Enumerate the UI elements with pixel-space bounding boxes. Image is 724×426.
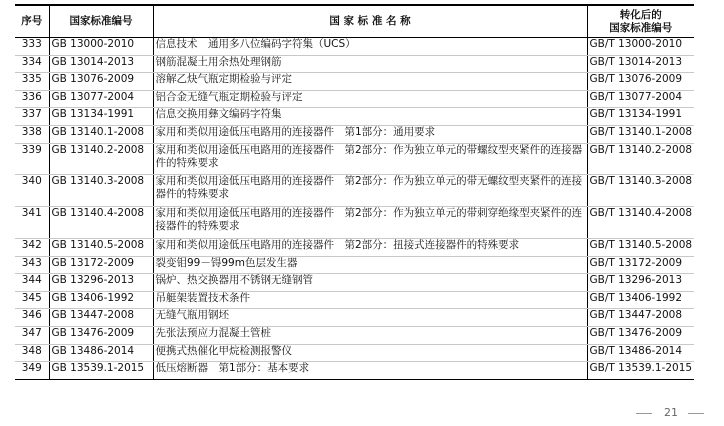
converted-code-cell: GB/T 13447-2008 [587,309,694,327]
converted-code-cell: GB/T 13486-2014 [587,344,694,362]
standard-name-cell: 铝合金无缝气瓶定期检验与评定 [153,90,587,108]
standard-code-cell: GB 13140.5-2008 [49,238,153,256]
standard-code-cell: GB 13000-2010 [49,38,153,56]
table-row [15,73,694,91]
standard-code-cell: GB 13172-2009 [49,256,153,274]
converted-code-cell: GB/T 13296-2013 [587,274,694,292]
standard-code-cell: GB 13140.2-2008 [49,143,153,175]
serial-no-cell: 339 [15,143,49,175]
standard-code-cell: GB 13140.3-2008 [49,175,153,207]
converted-code-cell: GB/T 13140.4-2008 [587,207,694,239]
serial-no-cell: 343 [15,256,49,274]
table-row [15,175,694,207]
standard-name-cell: 信息技术 通用多八位编码字符集（UCS） [153,38,587,56]
standard-code-cell: GB 13014-2013 [49,55,153,73]
serial-no-cell: 342 [15,238,49,256]
standard-name-cell: 无缝气瓶用钢坯 [153,309,587,327]
serial-no-cell: 340 [15,175,49,207]
table-row [15,344,694,362]
table-row [15,362,694,380]
header-standard-code: 国家标准编号 [49,5,153,38]
table-row [15,125,694,143]
header-converted-code [587,5,694,38]
standard-code-cell: GB 13539.1-2015 [49,362,153,380]
converted-code-cell: GB/T 13140.5-2008 [587,238,694,256]
standard-code-cell: GB 13140.1-2008 [49,125,153,143]
standard-name-cell: 家用和类似用途低压电路用的连接器件 第2部分：扭接式连接器件的特殊要求 [153,238,587,256]
table-row [15,108,694,126]
table-row [15,326,694,344]
standard-name-cell: 家用和类似用途低压电路用的连接器件 第2部分：作为独立单元的带螺纹型夹紧件的连接器件的特殊要求 [153,143,587,175]
converted-code-cell: GB/T 13140.1-2008 [587,125,694,143]
header-converted-line2: 国家标准编号 [609,21,673,34]
serial-no-cell: 336 [15,90,49,108]
standard-name-cell: 便携式热催化甲烷检测报警仪 [153,344,587,362]
serial-no-cell: 341 [15,207,49,239]
serial-no-cell: 333 [15,38,49,56]
standard-name-cell: 家用和类似用途低压电路用的连接器件 第2部分：作为独立单元的带刺穿绝缘型夹紧件的连接器件的特殊要求 [153,207,587,239]
standards-table [15,4,694,380]
table-row [15,38,694,56]
table-row [15,143,694,175]
standard-name-cell: 先张法预应力混凝土管桩 [153,326,587,344]
converted-code-cell: GB/T 13134-1991 [587,108,694,126]
converted-code-cell: GB/T 13539.1-2015 [587,362,694,380]
standard-name-cell: 家用和类似用途低压电路用的连接器件 第1部分：通用要求 [153,125,587,143]
standard-name-cell: 裂变钼99－锝99m色层发生器 [153,256,587,274]
footer-rule-right [688,413,704,414]
standard-name-cell: 溶解乙炔气瓶定期检验与评定 [153,73,587,91]
standard-name-cell: 家用和类似用途低压电路用的连接器件 第2部分：作为独立单元的带无螺纹型夹紧件的连接器件的特殊要求 [153,175,587,207]
table-row [15,291,694,309]
converted-code-cell: GB/T 13476-2009 [587,326,694,344]
serial-no-cell: 348 [15,344,49,362]
footer-rule-left [636,413,652,414]
serial-no-cell: 337 [15,108,49,126]
converted-code-cell: GB/T 13000-2010 [587,38,694,56]
serial-no-cell: 345 [15,291,49,309]
serial-no-cell: 335 [15,73,49,91]
standard-code-cell: GB 13476-2009 [49,326,153,344]
converted-code-cell: GB/T 13076-2009 [587,73,694,91]
standard-name-cell: 低压熔断器 第1部分：基本要求 [153,362,587,380]
table-row [15,309,694,327]
table-row [15,256,694,274]
standard-name-cell: 信息交换用彝文编码字符集 [153,108,587,126]
standard-code-cell: GB 13486-2014 [49,344,153,362]
standard-code-cell: GB 13296-2013 [49,274,153,292]
table-row [15,90,694,108]
page-number: 21 [664,406,678,419]
serial-no-cell: 346 [15,309,49,327]
header-converted-line1: 转化后的 [619,8,662,21]
converted-code-cell: GB/T 13406-1992 [587,291,694,309]
table-row [15,55,694,73]
serial-no-cell: 344 [15,274,49,292]
standard-code-cell: GB 13134-1991 [49,108,153,126]
serial-no-cell: 338 [15,125,49,143]
standard-code-cell: GB 13447-2008 [49,309,153,327]
table-row [15,274,694,292]
standard-name-cell: 吊艇架装置技术条件 [153,291,587,309]
table-header-row [15,5,694,38]
converted-code-cell: GB/T 13140.2-2008 [587,143,694,175]
converted-code-cell: GB/T 13077-2004 [587,90,694,108]
standard-name-cell: 钢筋混凝土用余热处理钢筋 [153,55,587,73]
header-standard-name: 国 家 标 准 名 称 [153,5,587,38]
standard-code-cell: GB 13406-1992 [49,291,153,309]
standard-name-cell: 锅炉、热交换器用不锈钢无缝钢管 [153,274,587,292]
standard-code-cell: GB 13140.4-2008 [49,207,153,239]
table-row [15,207,694,239]
standard-code-cell: GB 13077-2004 [49,90,153,108]
serial-no-cell: 334 [15,55,49,73]
standard-code-cell: GB 13076-2009 [49,73,153,91]
converted-code-cell: GB/T 13140.3-2008 [587,175,694,207]
converted-code-cell: GB/T 13172-2009 [587,256,694,274]
serial-no-cell: 347 [15,326,49,344]
serial-no-cell: 349 [15,362,49,380]
converted-code-cell: GB/T 13014-2013 [587,55,694,73]
table-row [15,238,694,256]
header-serial-no: 序号 [15,5,49,38]
